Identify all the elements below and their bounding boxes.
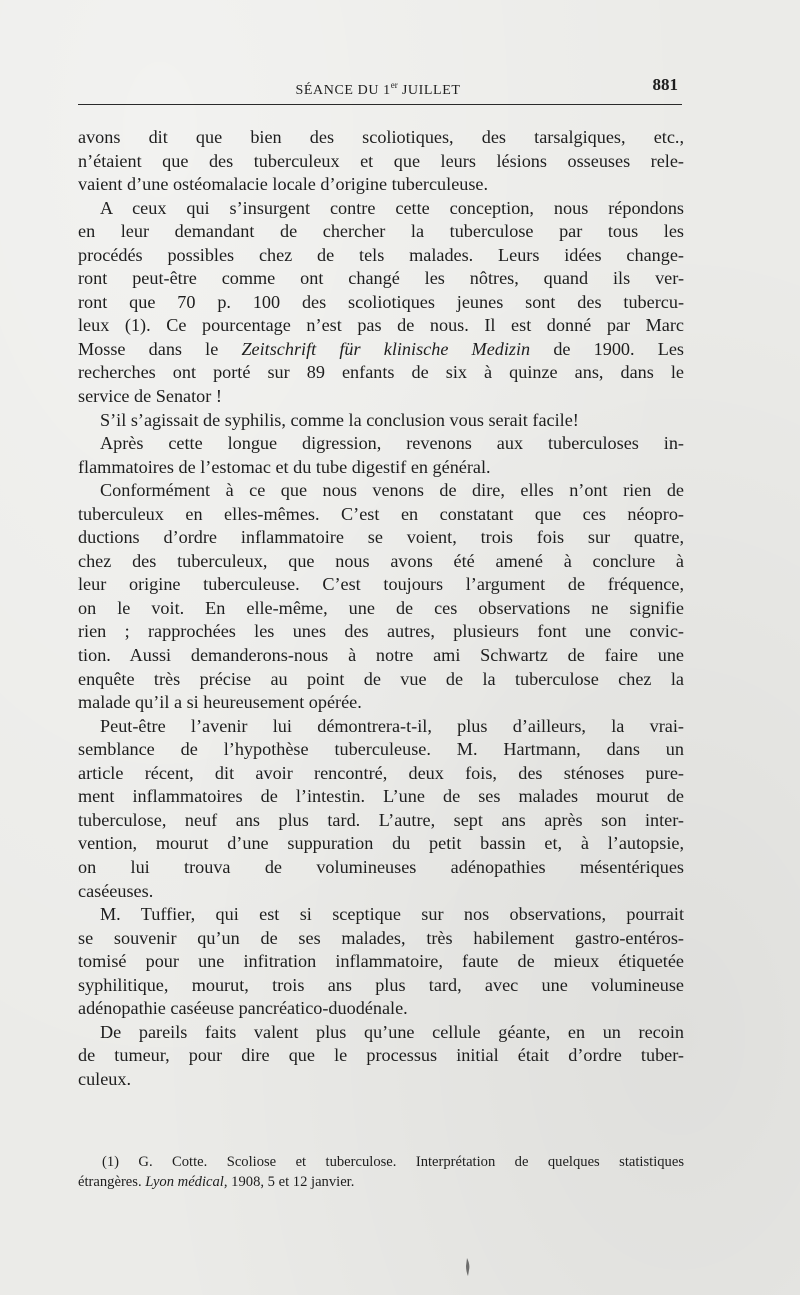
footnote-line xyxy=(78,1172,684,1192)
text-line: ment inflammatoires de l’intestin. L’une de ses malades mourut de xyxy=(78,786,684,807)
text-line: Après cette longue digression, revenons aux tuberculoses in- xyxy=(100,433,684,454)
text-line: adénopathie caséeuse pancréatico-duodénale. xyxy=(78,998,408,1019)
text-line: leur origine tuberculeuse. C’est toujours l’argument de fréquence, xyxy=(78,574,684,595)
text-line: De pareils faits valent plus qu’une cellule géante, en un recoin xyxy=(100,1021,684,1042)
text-line: recherches ont porté sur 89 enfants de six à quinze ans, dans le xyxy=(78,362,684,383)
text-line: Conformément à ce que nous venons de dire, elles n’ont rien de xyxy=(100,480,684,501)
text-line: tuberculose, neuf ans plus tard. L’autre, sept ans après son inter- xyxy=(78,809,684,830)
text-line: chez des tuberculeux, que nous avons été amené à conclure à xyxy=(78,550,684,571)
text-line: syphilitique, mourut, trois ans plus tard, avec une volumineuse xyxy=(78,974,684,995)
text-line: semblance de l’hypothèse tuberculeuse. M. Hartmann, dans un xyxy=(78,739,684,760)
text-line: n’étaient que des tuberculeux et que leurs lésions osseuses rele- xyxy=(78,150,684,171)
text-line: se souvenir qu’un de ses malades, très habilement gastro-entéros- xyxy=(78,927,684,948)
footnote-text: étrangères. xyxy=(78,1174,146,1190)
text-line: A ceux qui s’insurgent contre cette conception, nous répondons xyxy=(100,197,684,218)
running-head xyxy=(78,72,678,104)
running-head-tail: JUILLET xyxy=(397,83,461,98)
footnote-text: , 1908, 5 et 12 janvier. xyxy=(223,1174,355,1190)
text-line: rien ; rapprochées les unes des autres, plusieurs font une convic- xyxy=(78,621,684,642)
footnote-line: (1) G. Cotte. Scoliose et tuberculose. Interprétation de quelques statistiques xyxy=(102,1154,684,1170)
text-line: on lui trouva de volumineuses adénopathies mésentériques xyxy=(78,856,684,877)
text-segment: de 1900. Les xyxy=(530,338,684,359)
text-line: avons dit que bien des scoliotiques, des tarsalgiques, etc., xyxy=(78,127,684,147)
text-line: ductions d’ordre inflammatoire se voient, trois fois sur quatre, xyxy=(78,527,684,548)
text-line: culeux. xyxy=(78,1068,132,1089)
text-line: S’il s’agissait de syphilis, comme la conclusion vous serait facile! xyxy=(100,409,579,430)
text-line: ront que 70 p. 100 des scoliotiques jeunes sont des tubercu- xyxy=(78,291,684,312)
text-line: article récent, dit avoir rencontré, deux fois, des sténoses pure- xyxy=(78,762,684,783)
text-line: flammatoires de l’estomac et du tube digestif en général. xyxy=(78,456,491,477)
body-text xyxy=(78,126,684,1091)
text-line: procédés possibles chez de tels malades. Leurs idées change- xyxy=(78,244,684,265)
text-line: ront peut-être comme ont changé les nôtres, quand ils ver- xyxy=(78,268,684,289)
text-line: en leur demandant de chercher la tuberculose par tous les xyxy=(78,221,684,242)
text-segment: Mosse dans le xyxy=(78,338,242,359)
page-header xyxy=(78,72,678,98)
text-line: caséeuses. xyxy=(78,880,154,901)
text-line: tion. Aussi demanderons-nous à notre ami Schwartz de faire une xyxy=(78,645,684,666)
text-line: leux (1). Ce pourcentage n’est pas de nous. Il est donné par Marc xyxy=(78,315,684,336)
text-line: M. Tuffier, qui est si sceptique sur nos observations, pourrait xyxy=(100,904,684,925)
footnote-journal: Lyon médical xyxy=(145,1174,224,1190)
text-line: vaient d’une ostéomalacie locale d’origine tuberculeuse. xyxy=(78,174,489,195)
running-head-superscript: er xyxy=(390,80,398,90)
text-line: on le voit. En elle-même, une de ces observations ne signifie xyxy=(78,597,684,618)
running-head-text: SÉANCE DU 1 xyxy=(295,83,391,98)
text-line: service de Senator ! xyxy=(78,386,222,407)
text-line xyxy=(78,338,684,362)
text-line: enquête très précise au point de vue de la tuberculose chez la xyxy=(78,668,684,689)
header-rule xyxy=(78,104,682,105)
text-line: tuberculeux en elles-mêmes. C’est en constatant que ces néopro- xyxy=(78,503,684,524)
text-line: de tumeur, pour dire que le processus initial était d’ordre tuber- xyxy=(78,1045,684,1066)
text-line: Peut-être l’avenir lui démontrera-t-il, plus d’ailleurs, la vrai- xyxy=(100,715,684,736)
text-line: vention, mourut d’une suppuration du petit bassin et, à l’autopsie, xyxy=(78,833,684,854)
page-number: 881 xyxy=(652,75,678,94)
text-line: tomisé pour une infitration inflammatoire, faute de mieux étiquetée xyxy=(78,951,684,972)
text-line: malade qu’il a si heureusement opérée. xyxy=(78,692,362,713)
footnotes xyxy=(78,1152,684,1192)
ink-mark xyxy=(461,1256,475,1278)
journal-title: Zeitschrift für klinische Medizin xyxy=(241,338,531,359)
